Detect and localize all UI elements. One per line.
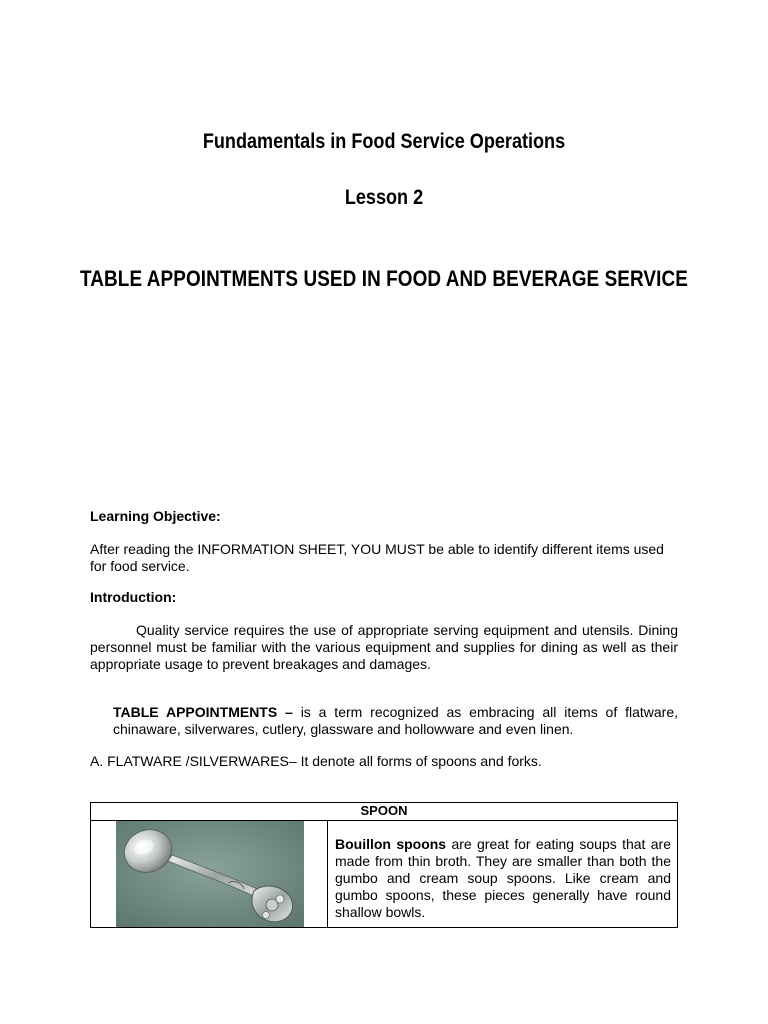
spoon-table — [90, 802, 678, 928]
course-title: Fundamentals in Food Service Operations — [202, 130, 566, 153]
spoon-image-cell — [91, 820, 328, 927]
introduction-heading: Introduction: — [90, 589, 177, 605]
spoon-description — [335, 836, 671, 921]
lesson-number: Lesson 2 — [344, 186, 424, 209]
lesson-topic-title: TABLE APPOINTMENTS USED IN FOOD AND BEVERAGE SERVICE — [80, 266, 688, 291]
spoon-item-name: Bouillon spoons — [335, 836, 447, 852]
introduction-text: Quality service requires the use of appropriate serving equipment and utensils. Dining personnel must be familiar with the various equipment and supplies for dining as well as their appropriate usage to prevent breakages and damages. — [90, 622, 678, 672]
flatware-item: A. FLATWARE /SILVERWARES– It denote all forms of spoons and forks. — [90, 753, 542, 769]
spoon-item-description: are great for eating soups that are made from thin broth. They are smaller than both the gumbo and cream soup spoons. Like cream and gumbo spoons, these pieces generally have round shallow bowls. — [335, 836, 671, 920]
spoon-table-header: SPOON — [91, 803, 677, 821]
learning-objective-heading: Learning Objective: — [90, 508, 221, 524]
learning-objective-text: After reading the INFORMATION SHEET, YOU MUST be able to identify different items used for food service. — [90, 541, 664, 574]
table-appointments-definition: is a term recognized as embracing all items of flatware, chinaware, silverwares, cutlery, glassware and hollowware and even linen. — [113, 704, 678, 737]
spoon-table-row — [91, 820, 677, 927]
table-appointments-paragraph — [113, 704, 678, 738]
silver-spoon-photo-icon — [116, 821, 304, 927]
table-appointments-term: TABLE APPOINTMENTS – — [113, 704, 293, 720]
